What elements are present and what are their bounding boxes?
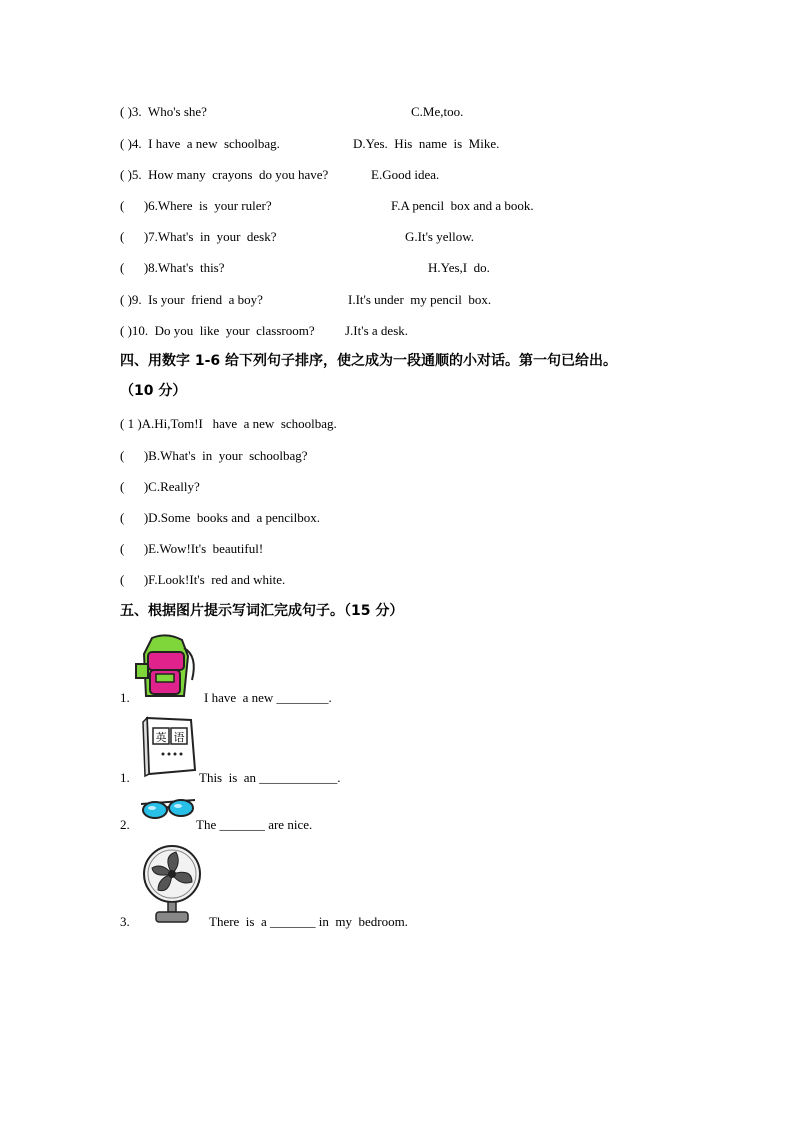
ordering-item: ( )B.What's in your schoolbag? [120,448,308,463]
matching-answer: J.It's a desk. [345,323,409,338]
matching-question: ( )3. Who's she? [120,104,207,119]
svg-text:语: 语 [173,731,185,744]
matching-answer: F.A pencil box and a book. [391,198,534,213]
matching-answer: E.Good idea. [371,167,440,182]
fill-item-text: There is a _______ in my bedroom. [209,914,408,929]
ordering-item: ( )E.Wow!It's beautiful! [120,541,264,556]
fill-item-text: I have a new ________. [204,690,332,705]
matching-answer: H.Yes,I do. [428,260,490,275]
matching-question: ( )7.What's in your desk? [120,229,277,244]
section-heading: 五、根据图片提示写词汇完成句子。（15 分） [120,603,404,619]
fill-item-number: 2. [120,817,130,832]
ordering-item: ( )C.Really? [120,479,200,494]
matching-answer: C.Me,too. [411,104,464,119]
matching-question: ( )9. Is your friend a boy? [120,292,263,307]
fill-item-text: The _______ are nice. [196,817,313,832]
english-book-icon [141,714,197,778]
svg-text:英: 英 [155,731,167,744]
fan-icon [140,842,206,924]
section-score: （10 分） [120,383,187,399]
ordering-item: ( )D.Some books and a pencilbox. [120,510,321,525]
matching-answer: D.Yes. His name is Mike. [353,136,500,151]
matching-answer: I.It's under my pencil box. [348,292,492,307]
sunglasses-icon [139,796,197,822]
ordering-item: ( )F.Look!It's red and white. [120,572,286,587]
fill-item-text: This is an ____________. [199,770,341,785]
matching-question: ( )6.Where is your ruler? [120,198,272,213]
matching-question: ( )4. I have a new schoolbag. [120,136,280,151]
schoolbag-icon [134,634,200,700]
ordering-item: ( 1 )A.Hi,Tom!I have a new schoolbag. [120,416,337,431]
fill-item-number: 3. [120,914,130,929]
fill-item-number: 1. [120,690,130,705]
fill-item-number: 1. [120,770,130,785]
section-heading: 四、用数字 1-6 给下列句子排序，使之成为一段通顺的小对话。第一句已给出。 [120,353,618,369]
matching-question: ( )5. How many crayons do you have? [120,167,329,182]
matching-question: ( )8.What's this? [120,260,225,275]
matching-question: ( )10. Do you like your classroom? [120,323,315,338]
matching-answer: G.It's yellow. [405,229,475,244]
